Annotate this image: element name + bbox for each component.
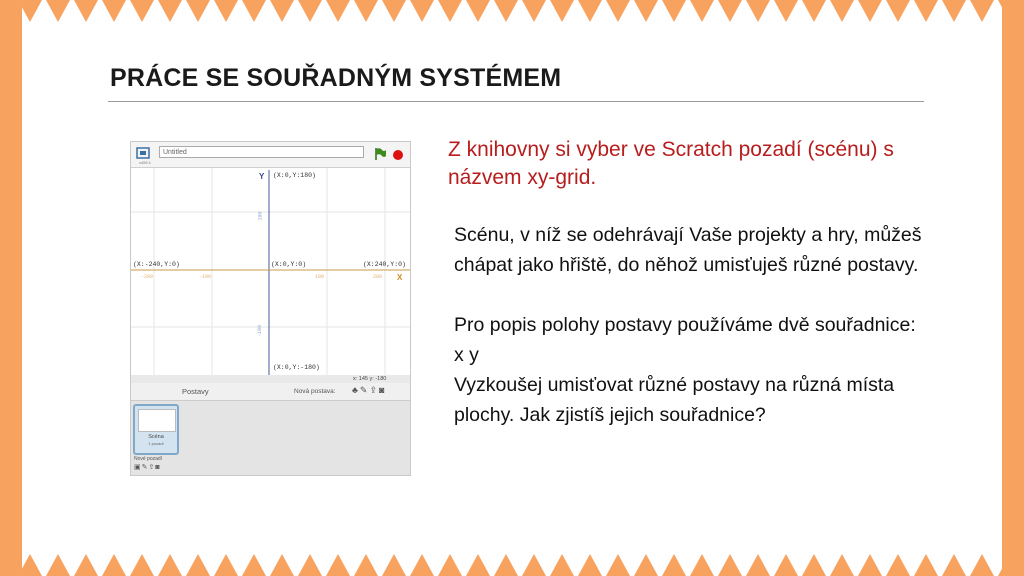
top-triangle-border (22, 0, 1002, 38)
border-triangle (998, 0, 1002, 22)
border-triangle (158, 0, 182, 22)
stage-thumbnail[interactable] (133, 404, 179, 455)
scratch-stage-xy-grid (131, 168, 410, 375)
border-triangle (550, 0, 574, 22)
stage-thumbnail-name: Scéna (148, 434, 164, 440)
border-triangle (410, 554, 434, 576)
fullscreen-icon[interactable] (136, 147, 150, 159)
title-divider (108, 101, 924, 102)
border-triangle (718, 0, 742, 22)
border-triangle (942, 0, 966, 22)
border-triangle (354, 554, 378, 576)
scratch-toolbar (131, 142, 410, 168)
border-triangle (970, 0, 994, 22)
tick-x: 200 (373, 274, 383, 280)
border-triangle (830, 0, 854, 22)
border-triangle (774, 554, 798, 576)
border-triangle (242, 554, 266, 576)
border-triangle (326, 0, 350, 22)
border-triangle (914, 554, 938, 576)
new-sprite-label: Nová postava: (294, 388, 336, 395)
border-triangle (354, 0, 378, 22)
sprite-library-icon[interactable]: ♣ (352, 385, 360, 395)
stage-thumbnail-count: 1 pozadí (148, 441, 164, 446)
backdrop-upload-icon[interactable]: ⇪ (148, 464, 156, 471)
border-triangle (802, 0, 826, 22)
border-triangle (858, 0, 882, 22)
sprites-label: Postavy (182, 387, 209, 396)
label-left: (X:-240,Y:0) (133, 261, 180, 268)
slide-title: PRÁCE SE SOUŘADNÝM SYSTÉMEM (110, 64, 562, 92)
border-triangle (382, 0, 406, 22)
border-triangle (662, 0, 686, 22)
border-triangle (690, 554, 714, 576)
stage-thumbnail-image (138, 409, 176, 432)
bottom-triangle-border (22, 538, 1002, 576)
border-triangle (214, 0, 238, 22)
body-text: Scénu, v níž se odehrávají Vaše projekty a hry, můžeš chápat jako hřiště, do něhož umisťuješ různé postavy. Pro popis polohy postavy používáme dvě souřadnice: x y Vyzkoušej umisťovat různé postavy na různá místa plochy. Jak zjistíš jejich souřadnice? (454, 224, 922, 426)
new-backdrop-icons (134, 463, 161, 471)
border-triangle (438, 554, 462, 576)
backdrop-camera-icon[interactable]: ◙ (155, 464, 161, 471)
border-triangle (494, 0, 518, 22)
border-triangle (382, 554, 406, 576)
label-top: (X:0,Y:180) (273, 172, 316, 179)
label-bottom: (X:0,Y:-180) (273, 364, 320, 371)
border-triangle (998, 554, 1002, 576)
border-triangle (102, 554, 126, 576)
border-triangle (326, 554, 350, 576)
tick-x: -100 (199, 274, 212, 280)
green-flag-icon[interactable] (373, 147, 387, 161)
border-triangle (606, 0, 630, 22)
tick-x: 100 (315, 274, 325, 280)
border-triangle (466, 0, 490, 22)
border-triangle (102, 0, 126, 22)
new-sprite-icons (352, 385, 386, 396)
border-triangle (858, 554, 882, 576)
border-triangle (886, 0, 910, 22)
tick-y: -100 (257, 324, 264, 338)
backdrop-paint-icon[interactable]: ✎ (141, 464, 149, 471)
sprites-header (131, 383, 410, 401)
border-triangle (186, 0, 210, 22)
border-triangle (914, 0, 938, 22)
border-triangle (74, 554, 98, 576)
tick-y: 100 (257, 211, 264, 221)
backdrop-library-icon[interactable]: ▣ (134, 464, 142, 471)
project-title-input[interactable]: Untitled (159, 146, 364, 158)
border-triangle (158, 554, 182, 576)
border-triangle (718, 554, 742, 576)
border-triangle (774, 0, 798, 22)
border-triangle (802, 554, 826, 576)
border-triangle (606, 554, 630, 576)
border-triangle (298, 554, 322, 576)
border-triangle (270, 0, 294, 22)
tick-x: -200 (141, 274, 154, 280)
y-axis-label: Y (259, 172, 265, 181)
border-triangle (494, 554, 518, 576)
border-triangle (130, 0, 154, 22)
border-triangle (942, 554, 966, 576)
border-triangle (74, 0, 98, 22)
border-triangle (578, 554, 602, 576)
border-triangle (886, 554, 910, 576)
stop-icon[interactable] (393, 150, 403, 160)
border-triangle (130, 554, 154, 576)
border-triangle (830, 554, 854, 576)
label-right: (X:240,Y:0) (363, 261, 406, 268)
border-triangle (22, 554, 42, 576)
border-triangle (242, 0, 266, 22)
border-triangle (270, 554, 294, 576)
border-triangle (522, 0, 546, 22)
border-triangle (214, 554, 238, 576)
instruction-text: Z knihovny si vyber ve Scratch pozadí (scénu) s názvem xy-grid. (448, 138, 894, 189)
border-triangle (522, 554, 546, 576)
mouse-coordinates: x: 145 y: -180 (353, 376, 387, 382)
border-triangle (746, 554, 770, 576)
border-triangle (578, 0, 602, 22)
xy-grid-canvas (131, 168, 410, 375)
new-backdrop-label: Nové pozadí (134, 456, 163, 462)
border-triangle (298, 0, 322, 22)
version-label: v459.1 (139, 160, 152, 165)
border-triangle (662, 554, 686, 576)
scratch-screenshot (130, 141, 411, 476)
border-triangle (746, 0, 770, 22)
camera-icon[interactable]: ◙ (379, 385, 387, 395)
border-triangle (970, 554, 994, 576)
upload-icon[interactable]: ⇪ (369, 385, 379, 395)
border-triangle (634, 554, 658, 576)
border-triangle (634, 0, 658, 22)
border-triangle (690, 0, 714, 22)
x-axis-label: X (397, 273, 403, 282)
label-center: (X:0,Y:0) (271, 261, 307, 268)
paint-icon[interactable]: ✎ (359, 385, 370, 395)
border-triangle (46, 0, 70, 22)
border-triangle (438, 0, 462, 22)
border-triangle (46, 554, 70, 576)
border-triangle (410, 0, 434, 22)
border-triangle (550, 554, 574, 576)
sprites-pane (131, 383, 410, 475)
border-triangle (466, 554, 490, 576)
border-triangle (186, 554, 210, 576)
border-triangle (22, 0, 42, 22)
